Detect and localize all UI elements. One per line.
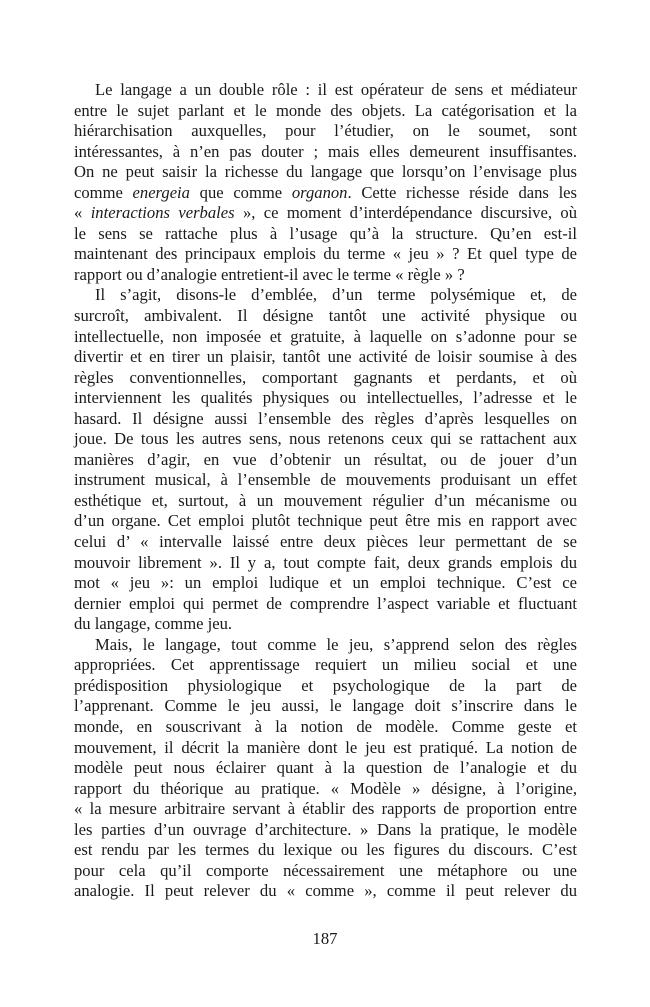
text-line: l’apprenant. Comme le jeu aussi, le langage doit s’inscrire dans le: [74, 696, 577, 716]
text-line: On ne peut saisir la richesse du langage que lorsqu’on l’envisage plus: [74, 162, 577, 182]
paragraph-2: [74, 285, 577, 634]
text-line: instrument musical, à l’ensemble de mouvements produisant un effet: [74, 470, 577, 490]
page-number: 187: [312, 929, 338, 948]
text-line: d’un organe. Cet emploi plutôt technique peut être mis en rapport avec: [74, 511, 577, 531]
text-line: celui d’ « intervalle laissé entre deux pièces leur permettant de se: [74, 532, 577, 552]
text-line: « la mesure arbitraire servant à établir des rapports de proportion entre: [74, 799, 577, 819]
paragraph-1: [74, 80, 577, 285]
text-line: esthétique et, surtout, à un mouvement régulier d’un mécanisme ou: [74, 490, 577, 510]
text-line: interviennent les qualités physiques ou intellectuelles, l’adresse et le: [74, 388, 577, 408]
text-line: est rendu par les termes du lexique ou les figures du discours. C’est: [74, 840, 577, 860]
text-line: rapport ou d’analogie entretient-il avec le terme « règle » ?: [74, 264, 465, 284]
text-line: analogie. Il peut relever du « comme », comme il peut relever du: [74, 881, 577, 901]
text-line: le sens se rattache plus à l’usage qu’à la structure. Qu’en est-il: [74, 223, 577, 243]
text-line: monde, en souscrivant à la notion de modèle. Comme geste et: [74, 716, 577, 736]
text-line: joue. De tous les autres sens, nous retenons ceux qui se rattachent aux: [74, 429, 577, 449]
text-line-with-italics: comme energeia que comme organon. Cette richesse réside dans les: [74, 182, 577, 202]
text-line: pour cela qu’il comporte nécessairement une métaphore ou une: [74, 860, 577, 880]
text-line: mouvement, il décrit la manière dont le jeu est pratiqué. La notion de: [74, 737, 577, 757]
italic-term: organon: [291, 182, 348, 202]
text-line: Le langage a un double rôle : il est opérateur de sens et médiateur: [95, 80, 577, 99]
text-line: rapport du théorique au pratique. « Modèle » désigne, à l’origine,: [74, 778, 577, 798]
text-line: Il s’agit, disons-le d’emblée, d’un terme polysémique et, de: [95, 285, 577, 305]
text-line: intellectuelle, non imposée et gratuite, à laquelle on s’adonne pour se: [74, 326, 577, 346]
text-line: manières d’agir, en vue d’obtenir un résultat, ou de jouer d’un: [74, 449, 577, 469]
text-line: mot « jeu »: un emploi ludique et un emploi technique. C’est ce: [74, 573, 577, 593]
text-line: les parties d’un ouvrage d’architecture. » Dans la pratique, le modèle: [74, 819, 577, 839]
text-line: hiérarchisation auxquelles, pour l’étudier, on le soumet, sont: [74, 121, 577, 141]
text-line: dernier emploi qui permet de comprendre l’aspect variable et fluctuant: [74, 593, 577, 613]
text-line: prédisposition physiologique et psychologique de la part de: [74, 675, 577, 695]
text-line: modèle peut nous éclairer quant à la question de l’analogie et du: [74, 758, 577, 778]
text-line-with-italics: « interactions verbales », ce moment d’interdépendance discursive, où: [74, 203, 577, 223]
text-line: maintenant des principaux emplois du terme « jeu » ? Et quel type de: [74, 244, 577, 264]
text-line: Mais, le langage, tout comme le jeu, s’apprend selon des règles: [95, 634, 577, 654]
paragraph-3: [74, 635, 577, 902]
text-line: du langage, comme jeu.: [74, 614, 233, 634]
text-line: appropriées. Cet apprentissage requiert un milieu social et une: [74, 655, 577, 675]
text-line: entre le sujet parlant et le monde des objets. La catégorisation et la: [74, 100, 577, 120]
text-line: intéressantes, à n’en pas douter ; mais elles demeurent insuffisantes.: [74, 141, 577, 161]
text-line: surcroît, ambivalent. Il désigne tantôt une activité physique ou: [74, 306, 577, 326]
text-line: hasard. Il désigne aussi l’ensemble des règles d’après lesquelles on: [74, 408, 577, 428]
text-line: divertir et en tirer un plaisir, tantôt une activité de loisir soumise à des: [74, 347, 577, 367]
text-line: mouvoir librement ». Il y a, tout compte fait, deux grands emplois du: [74, 552, 577, 572]
italic-term: energeia: [132, 182, 190, 202]
document-body: [74, 80, 577, 902]
italic-term: interactions verbales: [90, 203, 235, 223]
text-line: règles conventionnelles, comportant gagnants et perdants, et où: [74, 367, 577, 387]
